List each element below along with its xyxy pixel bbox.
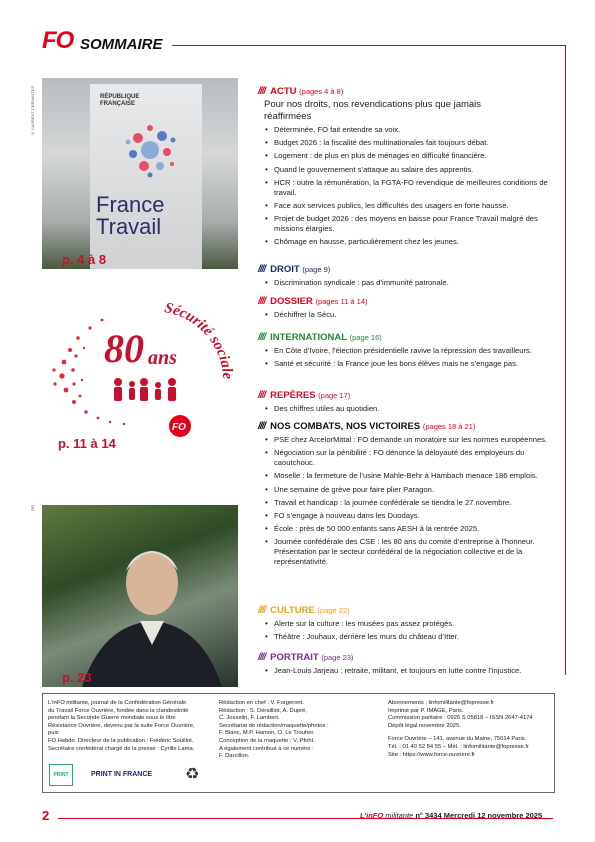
slashes-icon: //// xyxy=(258,332,266,343)
list-item: • Travail et handicap : la journée confédérale se tiendra le 27 novembre. xyxy=(258,498,558,508)
list-item: • Déterminée, FO fait entendre sa voix. xyxy=(258,125,558,135)
list-item: • Moselle : la fermeture de l’usine Mahle-Behr à Hambach menace 186 emplois. xyxy=(258,471,558,481)
section-title: INTERNATIONAL xyxy=(270,332,347,343)
masthead-line: Secrétaire confédéral chargé de la presse : Cyrille Lama. xyxy=(48,745,195,752)
photo-credit: © LAURENT CERVANTES xyxy=(30,86,35,136)
section-culture xyxy=(258,605,558,645)
list-item: • Jean-Louis Jarjeau : retraite, militant, et toujours en lutte contre l’injustice. xyxy=(258,666,558,676)
republic-label: RÉPUBLIQUE FRANÇAISE xyxy=(100,94,140,107)
recycle-icon: ♻ xyxy=(185,764,200,783)
slashes-icon: //// xyxy=(258,390,266,401)
section-pages: (page 16) xyxy=(349,333,382,342)
right-rule xyxy=(565,45,566,675)
masthead-line: pendant la Seconde Guerre mondiale sous le titre xyxy=(48,715,176,722)
fo-logo: FO xyxy=(42,27,74,54)
france-travail-photo xyxy=(42,78,238,269)
list-item: • Déchiffrer la Sécu. xyxy=(258,310,558,320)
section-pages: (pages 4 à 8) xyxy=(299,87,344,96)
section-title: REPÈRES xyxy=(270,390,316,401)
print-in-france-logo: PRINT IN FRANCE xyxy=(91,771,153,778)
masthead-col-3 xyxy=(388,700,550,759)
section-title: ACTU xyxy=(270,86,297,97)
section-pages: (pages 18 à 21) xyxy=(422,422,476,431)
list-item: • Budget 2026 : la fiscalité des multinationales fait toujours débat. xyxy=(258,138,558,148)
slashes-icon: //// xyxy=(258,652,266,663)
list-item: • Des chiffres utiles au quotidien. xyxy=(258,404,558,414)
list-item: • PSE chez ArcelorMittal : FO demande un moratoire sur les normes européennes. xyxy=(258,435,558,445)
list-item: • Santé et sécurité : la France joue les bons élèves mais ne s’engage pas. xyxy=(258,359,558,369)
masthead-line: A également contribué à ce numéro : xyxy=(219,745,314,752)
masthead-line: Imprimé par P. IMAGE, Paris. xyxy=(388,707,464,714)
masthead-col-1 xyxy=(48,700,206,753)
section-lead: Pour nos droits, nos revendications plus que jamais réaffirmées xyxy=(264,99,482,122)
list-item: • Journée confédérale des CSE : les 80 ans du comité d’entreprise à l’honneur. Présentation par le secteur confédéral de la négociation collective et de la représentativité. xyxy=(258,537,558,567)
list-item: • Face aux services publics, les difficultés des usagers en forte hausse. xyxy=(258,201,558,211)
section-international xyxy=(258,332,558,372)
svg-text:FO: FO xyxy=(172,422,186,433)
section-title: NOS COMBATS, NOS VICTOIRES xyxy=(270,421,421,432)
masthead-line: Tél. : 01 40 52 84 55 – Mél. : linfomilitante@fopresse.fr xyxy=(388,743,529,750)
portrait-photo xyxy=(42,505,238,687)
section-portrait xyxy=(258,652,558,679)
masthead-line: Secrétariat de rédaction/maquette/photos : xyxy=(219,722,329,729)
masthead-line: Rédaction en chef : V. Forgeront. xyxy=(219,700,304,706)
section-title: DROIT xyxy=(270,264,300,275)
masthead-line: Site : https://www.force-ouvriere.fr xyxy=(388,751,475,758)
page-ref-dossier: p. 11 à 14 xyxy=(58,436,116,451)
masthead-line: C. Josselin, F. Lambert. xyxy=(219,715,280,722)
building-sign xyxy=(90,84,202,269)
page-ref-portrait: p. 23 xyxy=(62,670,92,685)
list-item: • Quand le gouvernement s’attaque au salaire des apprentis. xyxy=(258,165,558,175)
slashes-icon: //// xyxy=(258,296,266,307)
masthead-col-2 xyxy=(219,700,384,761)
family-icon xyxy=(114,378,176,401)
section-nos-combats xyxy=(258,421,558,571)
section-title: PORTRAIT xyxy=(270,652,319,663)
section-title: CULTURE xyxy=(270,605,315,616)
list-item: • Théâtre : Jouhaux, derrière les murs du château d’Itter. xyxy=(258,632,558,642)
list-item: • Logement : de plus en plus de ménages en difficulté financière. xyxy=(258,151,558,161)
issue-info xyxy=(360,811,542,820)
masthead-line: Dépôt légal novembre 2025. xyxy=(388,722,461,729)
section-pages: (page 22) xyxy=(317,606,350,615)
list-item: • Discrimination syndicale : pas d’immunité patronale. xyxy=(258,278,558,288)
section-actu xyxy=(258,86,558,251)
list-item: • Négociation sur la pénibilité : FO dénonce la déloyauté des employeurs du caoutchouc. xyxy=(258,448,558,468)
page-number: 2 xyxy=(42,808,50,823)
masthead-line: Commission paritaire : 0926 S 05818 – ISSN 2647-4174 xyxy=(388,715,533,722)
80-number: 80 xyxy=(104,326,144,371)
section-pages: (pages 11 à 14) xyxy=(315,297,368,306)
section-dossier xyxy=(258,296,558,323)
issue-line: n° 3434 Mercredi 12 novembre 2025 xyxy=(415,811,543,820)
photo3-credit: DR xyxy=(30,505,35,511)
list-item: • Alerte sur la culture : les musées pas assez protégés. xyxy=(258,619,558,629)
masthead-line: L’inFO militante, journal de la Confédération Générale xyxy=(48,700,187,706)
slashes-icon: //// xyxy=(258,264,266,275)
list-item: • École : près de 50 000 enfants sans AESH à la rentrée 2025. xyxy=(258,524,558,534)
masthead-box xyxy=(42,693,555,793)
arc-text: Sécurité sociale xyxy=(163,300,236,380)
masthead-line: Résistance Ouvrière, devenu par la suite Force Ouvrière, puis xyxy=(48,722,195,737)
brand-suffix: militante xyxy=(385,811,414,820)
dots-logo-icon xyxy=(120,120,180,180)
section-droit xyxy=(258,264,558,291)
securite-sociale-80-logo xyxy=(40,290,240,440)
list-item: • HCR : outre la rémunération, la FGTA-FO revendique de meilleures conditions de travail. xyxy=(258,178,558,198)
ans-text: ans xyxy=(148,347,177,369)
masthead-line: Abonnements : linfomilitante@fopresse.fr xyxy=(388,700,495,706)
list-item: • Chômage en hausse, particulièrement chez les jeunes. xyxy=(258,237,558,247)
slashes-icon: //// xyxy=(258,421,266,432)
section-reperes xyxy=(258,390,558,417)
print-badge-icon: PRINT xyxy=(49,764,73,786)
section-title: DOSSIER xyxy=(270,296,313,307)
masthead-line: Conception de la maquette : V. Pfohl. xyxy=(219,737,315,744)
page-ref-actu: p. 4 à 8 xyxy=(62,252,107,267)
list-item: • Une semaine de grève pour faire plier Paragon. xyxy=(258,485,558,495)
list-item: • FO s’engage à nouveau dans les Duodays. xyxy=(258,511,558,521)
slashes-icon: //// xyxy=(258,605,266,616)
france-travail-sign: France Travail xyxy=(96,192,165,239)
brand-logo: L’inFO xyxy=(360,811,384,820)
masthead-line: FO Hebdo. Directeur de la publication : Frédéric Souillot. xyxy=(48,737,194,744)
page-title: SOMMAIRE xyxy=(80,36,163,53)
masthead-line: Rédaction : S. Dérailliot, A. Dupré, xyxy=(219,707,307,714)
section-pages: (page 9) xyxy=(302,265,331,274)
masthead-line: du Travail Force Ouvrière, fondée dans la clandestinité xyxy=(48,707,189,714)
masthead-line: F. Blanc, M.P. Hamon, O. Le Trouher. xyxy=(219,730,315,737)
section-pages: (page 23) xyxy=(321,653,354,662)
section-pages: (page 17) xyxy=(318,391,351,400)
list-item: • Projet de budget 2026 : des moyens en baisse pour France Travail malgré des missions élargies. xyxy=(258,214,558,234)
masthead-line: F. Darcillon. xyxy=(219,753,250,760)
slashes-icon: //// xyxy=(258,86,266,97)
man-portrait-icon xyxy=(42,505,238,687)
masthead-line: Force Ouvrière – 141, avenue du Maine, 75014 Paris. xyxy=(388,736,527,743)
header-rule xyxy=(172,45,566,46)
list-item: • En Côte d’Ivoire, l’élection présidentielle ravive la répression des travailleurs. xyxy=(258,346,558,356)
